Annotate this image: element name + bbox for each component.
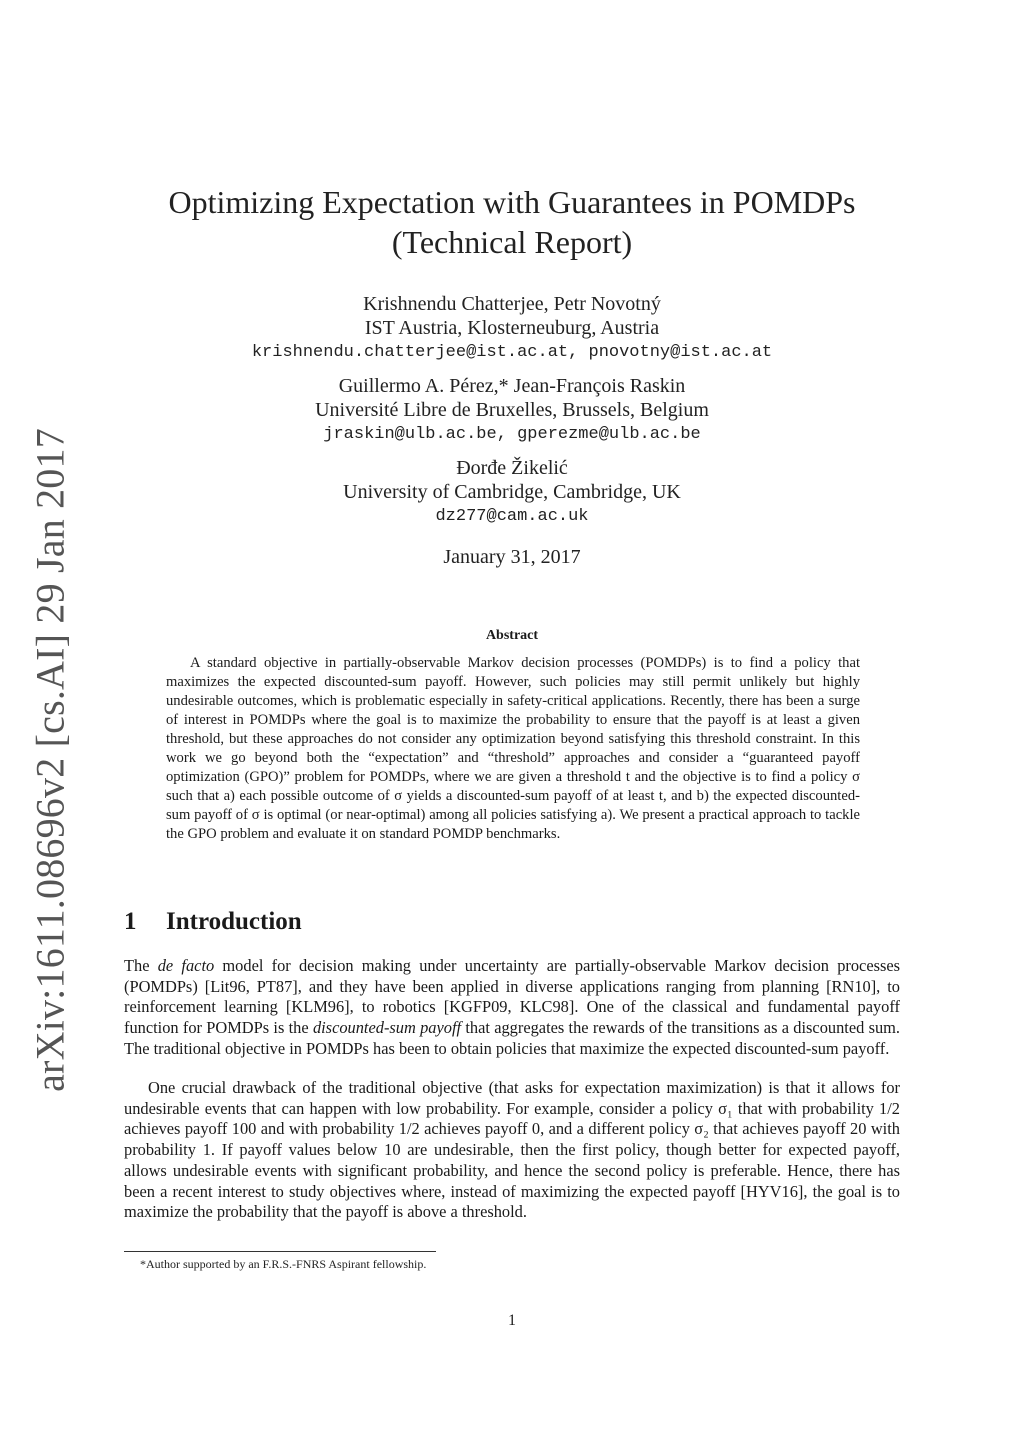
- author-affiliation: University of Cambridge, Cambridge, UK: [343, 481, 681, 503]
- footnote: *Author supported by an F.R.S.-FNRS Aspirant fellowship.: [140, 1257, 427, 1271]
- paper-title: [0, 182, 1024, 262]
- author-names: Đorđe Žikelić: [456, 457, 568, 479]
- paper-date: January 31, 2017: [443, 546, 581, 568]
- abstract-text: A standard objective in partially-observable Markov decision processes (POMDPs) is to find a policy that maximizes the expected discounted-sum payoff. However, such policies may still permit unlikely but highly undesirable outcomes, which is problematic especially in safety-critical applications. Recently, there has been a surge of interest in POMDPs where the goal is to maximize the probability to ensure that the payoff is at least a given threshold, but these approaches do not consider any optimization beyond satisfying this threshold constraint. In this work we go beyond both the “expectation” and “threshold” approaches and consider a “guaranteed payoff optimization (GPO)” problem for POMDPs, where we are given a threshold t and the objective is to find a policy σ such that a) each possible outcome of σ yields a discounted-sum payoff of at least t, and b) the expected discounted-sum payoff of σ is optimal (or near-optimal) among all policies satisfying a). We present a practical approach to tackle the GPO problem and evaluate it on standard POMDP benchmarks.: [166, 655, 860, 842]
- emphasis: discounted-sum payoff: [312, 1018, 462, 1038]
- footnote-rule: [124, 1251, 436, 1252]
- author-affiliation: IST Austria, Klosterneuburg, Austria: [364, 317, 660, 339]
- intro-paragraph-2: One crucial drawback of the traditional objective (that asks for expectation maximization) is that it allows for undesirable events that can happen with low probability. For example, consider a policy σ₁ that with probability 1/2 achieves payoff 100 and with probability 1/2 achieves payoff 0, and a different policy σ₂ that achieves payoff 20 with probability 1. If payoff values below 10 are undesirable, then the first policy, though better for expected payoff, allows undesirable events with significant probability, and hence the second policy is preferable. Hence, there has been a recent interest to study objectives where, instead of maximizing the expected payoff [HYV16], the goal is to maximize the probability that the payoff is above a threshold.: [124, 1078, 900, 1222]
- author-block-1: [0, 292, 1024, 366]
- author-names: Guillermo A. Pérez,* Jean-François Raskin: [338, 375, 686, 397]
- author-emails: krishnendu.chatterjee@ist.ac.at, pnovotny@ist.ac.at: [251, 343, 773, 362]
- text-run: model for decision making under uncertainty are partially-observable Markov decision processes (POMDPs) [Lit96, PT87], and they have been applied in diverse applications ranging from planning [RN10], to reinforcement learning [KLM96], to robotics [KGFP09, KLC98]. One of the classical and fundamental payoff function for POMDPs is the: [124, 956, 901, 1038]
- page-number: 1: [508, 1312, 516, 1329]
- text-run: The: [124, 956, 158, 975]
- abstract-heading: Abstract: [485, 628, 539, 643]
- author-emails: jraskin@ulb.ac.be, gperezme@ulb.ac.be: [323, 425, 701, 444]
- author-block-2: [0, 374, 1024, 448]
- section-number: 1: [124, 908, 137, 935]
- arxiv-identifier: arXiv:1611.08696v2 [cs.AI] 29 Jan 2017: [27, 428, 73, 1092]
- title-line-2: (Technical Report): [391, 224, 633, 260]
- author-emails: dz277@cam.ac.uk: [435, 507, 589, 526]
- author-affiliation: Université Libre de Bruxelles, Brussels, Belgium: [315, 399, 709, 421]
- intro-paragraph-1: [124, 956, 900, 1060]
- author-block-3: [0, 456, 1024, 530]
- section-title: Introduction: [166, 908, 302, 935]
- section-heading: [124, 908, 302, 936]
- title-line-1: Optimizing Expectation with Guarantees in POMDPs: [168, 184, 856, 220]
- author-names: Krishnendu Chatterjee, Petr Novotný: [363, 293, 661, 315]
- text-run: that aggregates the rewards of the transitions as a discounted sum. The traditional objective in POMDPs has been to obtain policies that maximize the expected discounted-sum payoff.: [124, 1018, 901, 1058]
- emphasis: de facto: [157, 956, 215, 975]
